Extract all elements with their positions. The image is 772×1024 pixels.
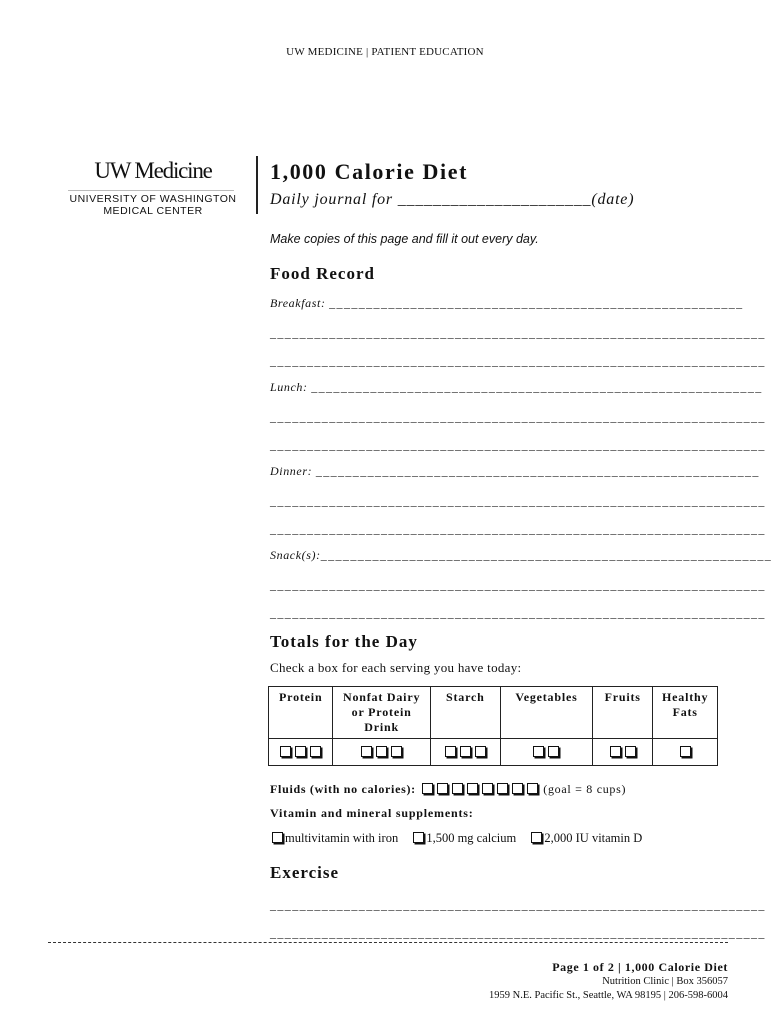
- breakfast-label: Breakfast:: [270, 296, 326, 310]
- exercise-line-2[interactable]: ___________________________________________________________________: [270, 926, 766, 940]
- checkbox[interactable]: [295, 746, 306, 757]
- checkbox[interactable]: [452, 783, 463, 794]
- col-protein: Protein: [269, 687, 333, 739]
- vitamin-d-label: 2,000 IU vitamin D: [544, 831, 643, 845]
- totals-instructions: Check a box for each serving you have today:: [270, 660, 522, 675]
- servings-checkbox-row: [269, 739, 718, 766]
- logo-wordmark: UW Medicine: [94, 158, 212, 183]
- servings-cell: [593, 739, 653, 766]
- instructions: Make copies of this page and fill it out every day.: [270, 232, 539, 246]
- checkbox[interactable]: [533, 746, 544, 757]
- snacks-line-3[interactable]: ___________________________________________________________________: [270, 606, 766, 620]
- fluids-goal: (goal = 8 cups): [543, 782, 627, 796]
- breakfast-line[interactable]: Breakfast: ________________________________________________________: [270, 296, 744, 310]
- footer-clinic: Nutrition Clinic | Box 356057: [602, 976, 728, 987]
- footer-address: 1959 N.E. Pacific St., Seattle, WA 98195 | 206-598-6004: [488, 990, 728, 1001]
- totals-heading: Totals for the Day: [270, 632, 418, 651]
- checkbox[interactable]: [272, 832, 283, 843]
- checkbox[interactable]: [280, 746, 291, 757]
- logo-line-center: MEDICAL CENTER: [103, 205, 203, 217]
- checkbox[interactable]: [422, 783, 433, 794]
- title-divider: [256, 156, 258, 214]
- header-banner: UW MEDICINE | PATIENT EDUCATION: [286, 46, 484, 58]
- checkbox[interactable]: [497, 783, 508, 794]
- vitamin-d[interactable]: [529, 831, 642, 845]
- checkbox[interactable]: [548, 746, 559, 757]
- logo-line-university: UNIVERSITY OF WASHINGTON: [69, 193, 237, 205]
- dinner-line[interactable]: Dinner: ____________________________________________________________: [270, 464, 760, 478]
- checkbox[interactable]: [445, 746, 456, 757]
- checkbox[interactable]: [512, 783, 523, 794]
- food-record-heading: Food Record: [270, 264, 375, 283]
- footer: [489, 960, 728, 1003]
- exercise-line-1[interactable]: ___________________________________________________________________: [270, 898, 766, 912]
- servings-cell: [269, 739, 333, 766]
- lunch-line[interactable]: Lunch: _____________________________________________________________: [270, 380, 763, 394]
- fluids-row: [270, 782, 626, 797]
- servings-table: [268, 686, 718, 766]
- servings-cell: [653, 739, 718, 766]
- col-starch: Starch: [430, 687, 500, 739]
- footer-page: Page 1 of 2 | 1,000 Calorie Diet: [552, 960, 728, 974]
- servings-cell: [430, 739, 500, 766]
- breakfast-line-2[interactable]: ___________________________________________________________________: [270, 326, 766, 340]
- logo-divider: [68, 190, 234, 191]
- checkbox[interactable]: [475, 746, 486, 757]
- vitamins-heading: Vitamin and mineral supplements:: [270, 806, 474, 820]
- checkbox[interactable]: [413, 832, 424, 843]
- dinner-label: Dinner:: [270, 464, 313, 478]
- snacks-label: Snack(s):: [270, 548, 321, 562]
- breakfast-line-3[interactable]: ___________________________________________________________________: [270, 354, 766, 368]
- checkbox[interactable]: [361, 746, 372, 757]
- lunch-line-3[interactable]: ___________________________________________________________________: [270, 438, 766, 452]
- lunch-line-2[interactable]: ___________________________________________________________________: [270, 410, 766, 424]
- snacks-line-2[interactable]: ___________________________________________________________________: [270, 578, 766, 592]
- col-vegetables: Vegetables: [500, 687, 592, 739]
- uw-medicine-logo: [68, 158, 238, 217]
- checkbox[interactable]: [391, 746, 402, 757]
- snacks-line[interactable]: Snack(s):_____________________________________________________________: [270, 548, 772, 562]
- servings-header-row: [269, 687, 718, 739]
- page-title: 1,000 Calorie Diet: [270, 159, 469, 184]
- col-fruits: Fruits: [593, 687, 653, 739]
- daily-journal-date-field[interactable]: Daily journal for ______________________(date): [270, 191, 635, 208]
- checkbox[interactable]: [310, 746, 321, 757]
- dinner-line-3[interactable]: ___________________________________________________________________: [270, 522, 766, 536]
- servings-cell: [500, 739, 592, 766]
- dinner-line-2[interactable]: ___________________________________________________________________: [270, 494, 766, 508]
- footer-divider: [48, 942, 728, 943]
- checkbox[interactable]: [437, 783, 448, 794]
- fluids-label: Fluids (with no calories):: [270, 782, 416, 796]
- exercise-heading: Exercise: [270, 863, 340, 882]
- vitamins-row: [270, 831, 652, 846]
- fluid-checkboxes: [420, 782, 540, 796]
- vitamin-calcium-label: 1,500 mg calcium: [426, 831, 517, 845]
- checkbox[interactable]: [625, 746, 636, 757]
- checkbox[interactable]: [680, 746, 691, 757]
- checkbox[interactable]: [531, 832, 542, 843]
- vitamin-multivitamin-label: multivitamin with iron: [285, 831, 399, 845]
- col-healthy-fats: Healthy Fats: [653, 687, 718, 739]
- checkbox[interactable]: [376, 746, 387, 757]
- checkbox[interactable]: [527, 783, 538, 794]
- vitamin-calcium[interactable]: [411, 831, 516, 845]
- checkbox[interactable]: [467, 783, 478, 794]
- checkbox[interactable]: [610, 746, 621, 757]
- servings-cell: [333, 739, 430, 766]
- checkbox[interactable]: [482, 783, 493, 794]
- checkbox[interactable]: [460, 746, 471, 757]
- col-nonfat-dairy: Nonfat Dairy or Protein Drink: [333, 687, 430, 739]
- vitamin-multivitamin[interactable]: [270, 831, 398, 845]
- lunch-label: Lunch:: [270, 380, 308, 394]
